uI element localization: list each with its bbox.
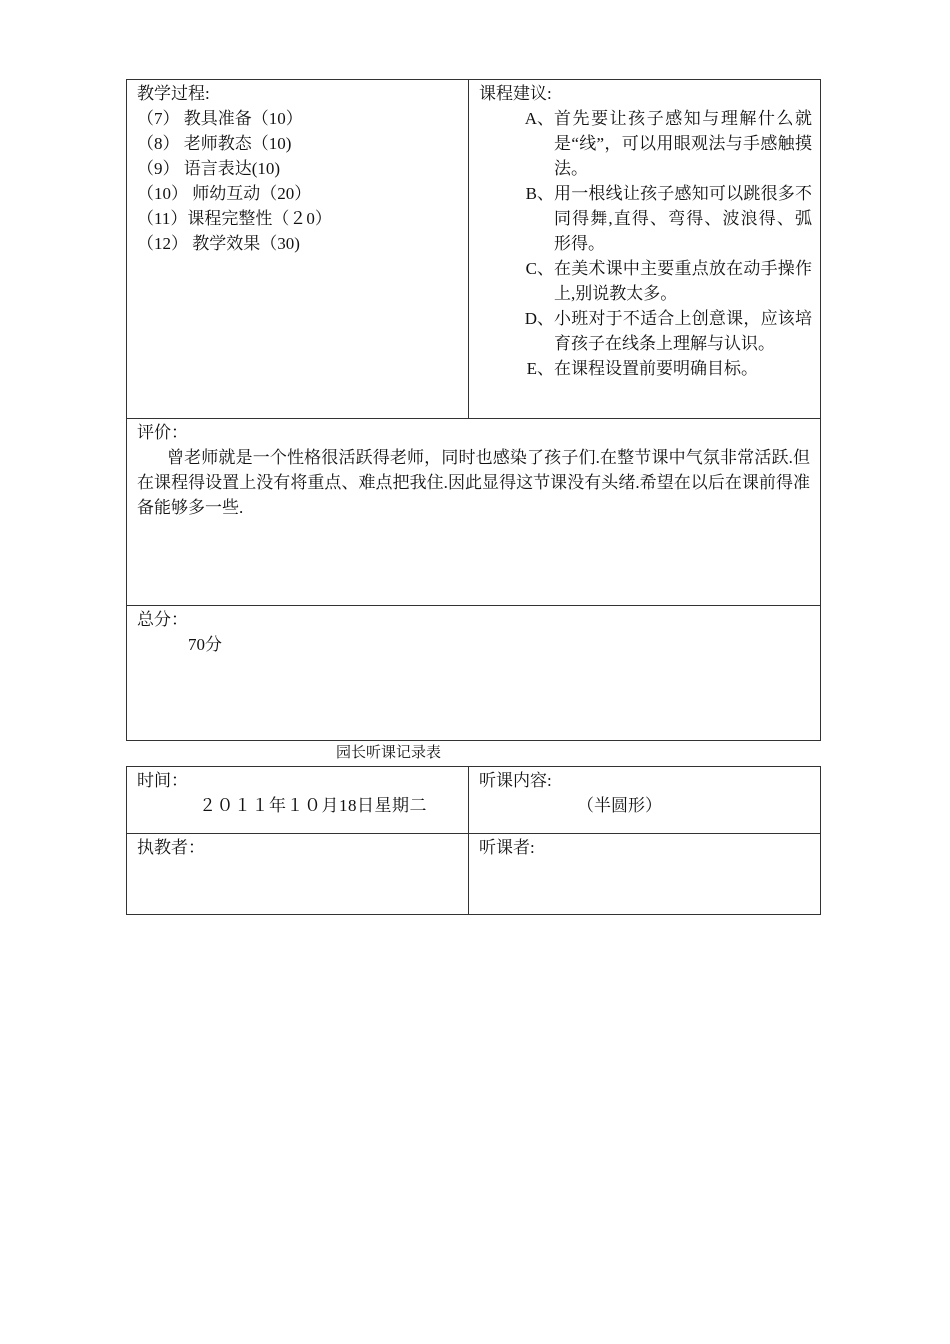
lesson-content-cell <box>469 767 821 834</box>
process-item: （7） 教具准备（10） <box>137 109 303 128</box>
course-suggestions-list <box>469 106 820 381</box>
teaching-process-label: 教学过程: <box>137 84 210 103</box>
suggestion-marker: E、 <box>526 359 554 378</box>
time-value: ２０１１年１０月18日星期二 <box>199 796 427 815</box>
teaching-process-list <box>127 106 468 256</box>
suggestion-item <box>469 256 820 306</box>
suggestion-item <box>469 306 820 356</box>
process-item: （10） 师幼互动（20） <box>137 184 312 203</box>
suggestion-text: 首先要让孩子感知与理解什么就是“线”，可以用眼观法与手感触摸法。 <box>554 109 812 178</box>
evaluation-label: 评价： <box>137 423 188 442</box>
suggestion-marker: C、 <box>525 259 554 278</box>
total-score-label: 总分： <box>137 610 188 629</box>
suggestion-marker: A、 <box>524 109 554 128</box>
listening-record-table <box>126 766 821 915</box>
suggestion-marker: B、 <box>525 184 554 203</box>
process-item: （8） 老师教态（10) <box>137 134 292 153</box>
suggestion-text: 用一根线让孩子感知可以跳很多不同得舞,直得、弯得、波浪得、弧形得。 <box>554 184 812 253</box>
evaluation-text: 曾老师就是一个性格很活跃得老师，同时也感染了孩子们.在整节课中气氛非常活跃.但在课程得设置上没有将重点、难点把我住.因此显得这节课没有头绪.希望在以后在课前得准备能够多一些. <box>137 448 810 517</box>
observation-table <box>126 79 821 741</box>
suggestion-text: 在课程设置前要明确目标。 <box>554 359 758 378</box>
time-label: 时间： <box>137 771 188 790</box>
lesson-content-value: （半圆形） <box>577 796 662 815</box>
suggestion-marker: D、 <box>524 309 554 328</box>
suggestion-text: 小班对于不适合上创意课，应该培育孩子在线条上理解与认识。 <box>554 309 812 353</box>
total-score-value: 70分 <box>188 635 222 654</box>
time-cell <box>127 767 469 834</box>
evaluation-cell <box>127 419 821 606</box>
teacher-label: 执教者： <box>137 838 205 857</box>
lesson-content-label: 听课内容: <box>479 771 552 790</box>
listener-cell <box>469 834 821 915</box>
process-item: （9） 语言表达(10) <box>137 159 281 178</box>
teaching-process-cell <box>127 80 469 419</box>
total-score-cell <box>127 606 821 741</box>
suggestion-item <box>469 356 820 381</box>
suggestion-item <box>469 181 820 256</box>
suggestion-item <box>469 106 820 181</box>
course-suggestions-label: 课程建议: <box>479 84 552 103</box>
process-item: （12） 教学效果（30) <box>137 234 300 253</box>
course-suggestions-cell <box>469 80 821 419</box>
teacher-cell <box>127 834 469 915</box>
process-item: （11）课程完整性（２0） <box>137 209 332 228</box>
listener-label: 听课者: <box>479 838 535 857</box>
form-caption: 园长听课记录表 <box>336 745 442 761</box>
suggestion-text: 在美术课中主要重点放在动手操作上,别说教太多。 <box>554 259 812 303</box>
